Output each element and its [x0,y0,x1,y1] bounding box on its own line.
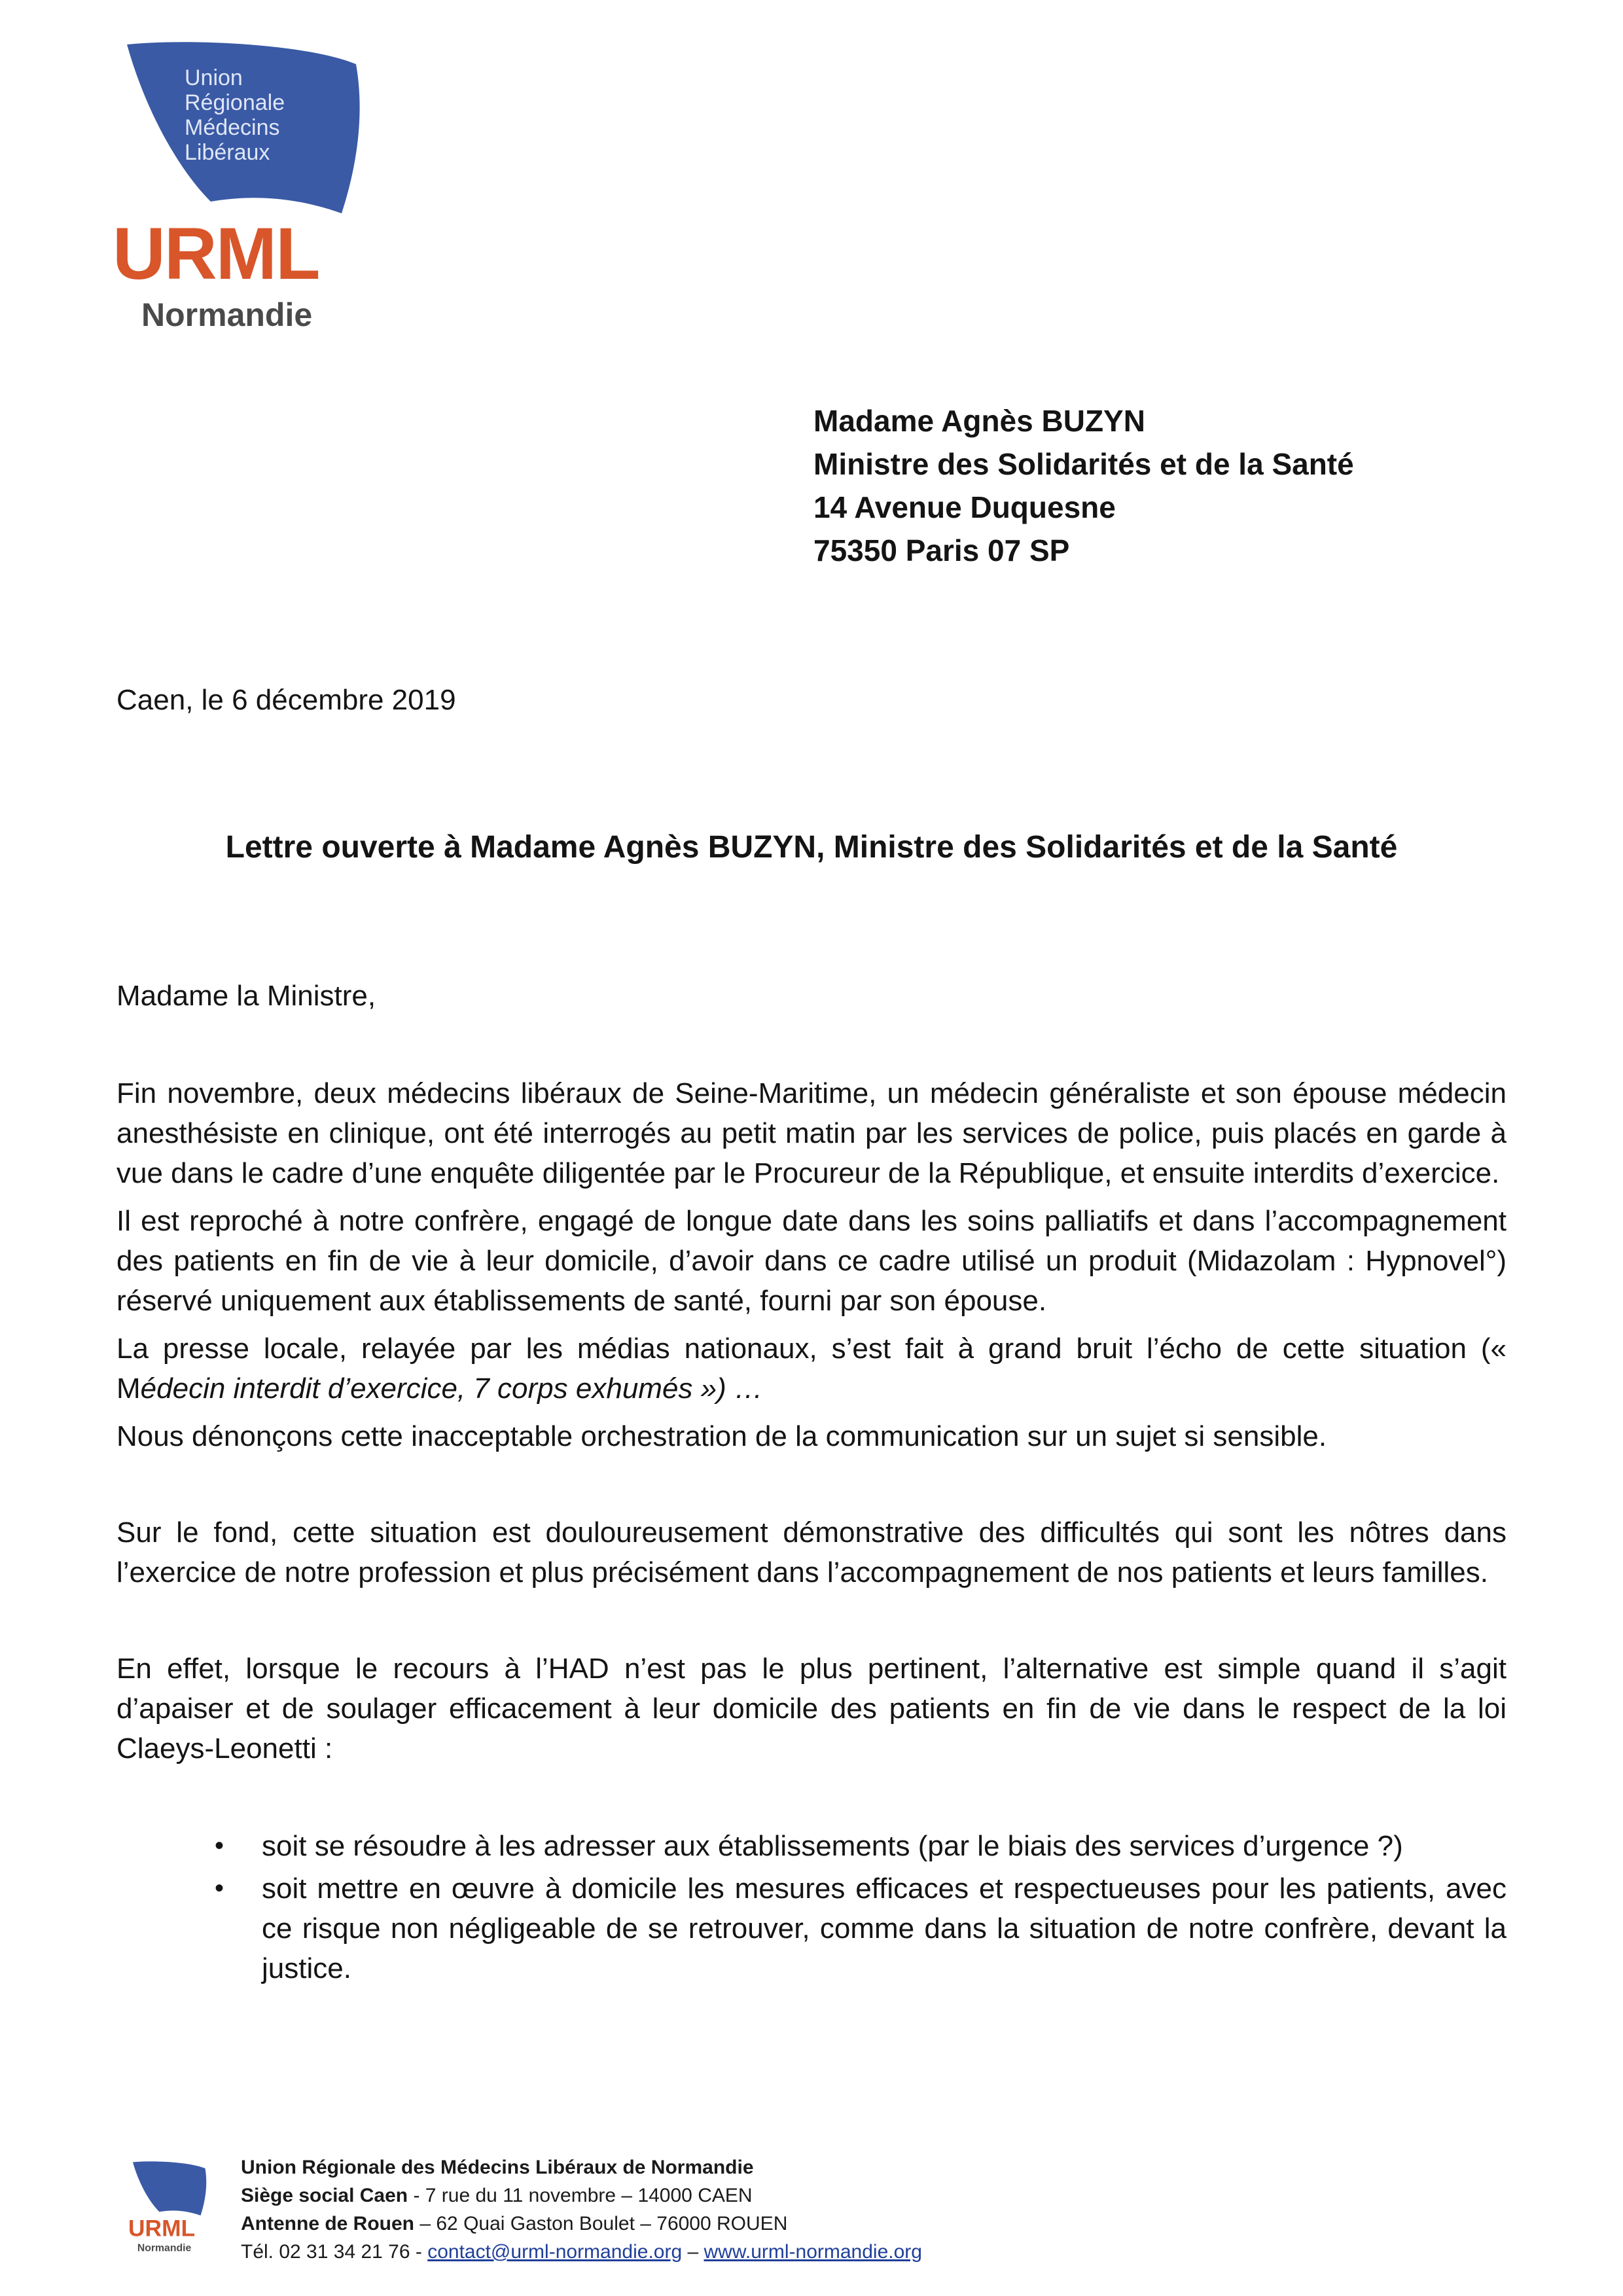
footer-logo-acronym: URML [128,2215,196,2242]
paragraph-1: Fin novembre, deux médecins libéraux de Seine-Maritime, un médecin généraliste et son épouse médecin anesthésiste en clinique, ont été interrogés au petit matin par les services de police, puis placés en garde à vue dans le cadre d’une enquête diligentée par le Procureur de la République, et ensuite interdits d’exercice. [116,1077,1507,1189]
recipient-title: Ministre des Solidarités et de la Santé [813,447,1354,481]
list-item-text: soit mettre en œuvre à domicile les mesures efficaces et respectueuses pour les patients, avec ce risque non négligeable de se retrouver, comme dans la situation de notre confrère, devant la justice. [262,1873,1507,1984]
website-link[interactable]: www.urml-normandie.org [704,2241,922,2263]
logo-sail-line2: Régionale [185,90,285,115]
urml-logo [113,38,361,339]
paragraph-2: Il est reproché à notre confrère, engagé de longue date dans les soins palliatifs et dans l’accompagnement des patients en fin de vie à leur domicile, d’avoir dans ce cadre utilisé un produit (Midazolam : Hypnovel°) réservé uniquement aux établissements de santé, fourni par son épouse. [116,1205,1507,1317]
footer-siege-address: - 7 rue du 11 novembre – 14000 CAEN [408,2185,753,2206]
letterhead-footer [128,2153,1568,2271]
logo-acronym: URML [113,213,319,295]
list-item [215,1826,1507,1866]
footer-contact-line [241,2238,922,2266]
recipient-city: 75350 Paris 07 SP [813,533,1070,567]
options-list [116,1826,1507,1988]
logo-sail-line3: Médecins [185,115,280,140]
footer-org [241,2153,922,2181]
paragraph-3 [116,1329,1507,1408]
recipient-street: 14 Avenue Duquesne [813,490,1116,524]
paragraph-3-text: La presse locale, relayée par les médias nationaux, s’est fait à grand bruit l’écho de cette situation (« M [116,1333,1507,1405]
footer-siege-label: Siège social Caen [241,2185,408,2206]
footer-logo-region: Normandie [137,2242,192,2254]
footer-antenne-address: – 62 Quai Gaston Boulet – 76000 ROUEN [414,2213,788,2234]
paragraph-5: Sur le fond, cette situation est douloureusement démonstrative des difficultés qui sont les nôtres dans l’exercice de notre profession et plus précisément dans l’accompagnement de nos patients et leurs familles. [116,1516,1507,1588]
logo-region: Normandie [141,296,313,333]
footer-separator: – [682,2241,704,2263]
bullet-icon: • [215,1831,224,1860]
list-item [215,1869,1507,1988]
letter-date: Caen, le 6 décembre 2019 [116,684,456,716]
footer-logo-graphic [128,2159,207,2257]
salutation: Madame la Ministre, [116,980,376,1012]
paragraph-4: Nous dénonçons cette inacceptable orchestration de la communication sur un sujet si sensible. [116,1420,1327,1452]
logo-sail-line1: Union [185,65,243,90]
footer-siege [241,2181,922,2210]
footer-org-name: Union Régionale des Médecins Libéraux de Normandie [241,2157,754,2178]
urml-logo-graphic [113,38,361,339]
paragraph-6: En effet, lorsque le recours à l’HAD n’est pas le plus pertinent, l’alternative est simple quand il s’agit d’apaiser et de soulager efficacement à leur domicile des patients en fin de vie dans le respect de la loi Claeys-Leonetti : [116,1653,1507,1765]
recipient-name: Madame Agnès BUZYN [813,404,1145,438]
footer-antenne-label: Antenne de Rouen [241,2213,415,2234]
logo-sail-line4: Libéraux [185,140,270,165]
bullet-icon: • [215,1874,224,1903]
letter-body [116,1073,1507,1991]
footer-phone: Tél. 02 31 34 21 76 - [241,2241,428,2263]
letter-subject: Lettre ouverte à Madame Agnès BUZYN, Ministre des Solidarités et de la Santé [225,830,1398,865]
email-link[interactable]: contact@urml-normandie.org [427,2241,683,2263]
paragraph-3-quote: édecin interdit d’exercice, 7 corps exhumés ») … [140,1372,763,1405]
recipient-address [813,399,1533,572]
footer-contact [241,2153,922,2266]
footer-antenne [241,2210,922,2238]
list-item-text: soit se résoudre à les adresser aux établissements (par le biais des services d’urgence ?) [262,1830,1403,1862]
footer-logo [128,2159,207,2257]
